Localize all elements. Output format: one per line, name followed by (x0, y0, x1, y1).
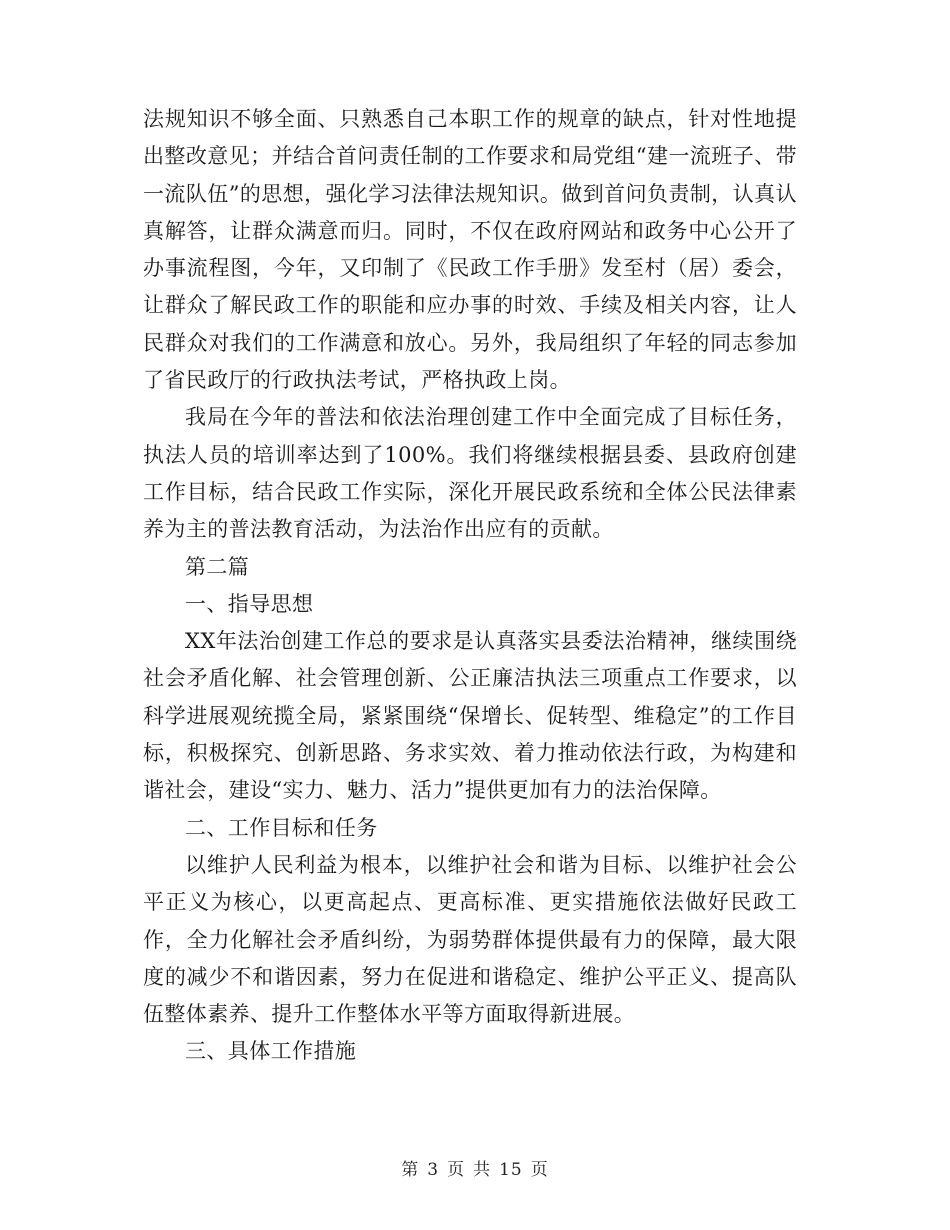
paragraph-3: XX年法治创建工作总的要求是认真落实县委法治精神，继续围绕社会矛盾化解、社会管理创新、公正廉洁执法三项重点工作要求，以科学进展观统揽全局，紧紧围绕“保增长、促转型、维稳定”的工作目标，积极探究、创新思路、务求实效、着力推动依法行政，为构建和谐社会，建设“实力、魅力、活力”提供更加有力的法治保障。 (143, 629, 797, 803)
footer-suffix: 页 (530, 1160, 549, 1180)
page-footer (0, 1155, 950, 1180)
document-body (143, 101, 797, 1071)
paragraph-4: 以维护人民利益为根本，以维护社会和谐为目标、以维护社会公平正义为核心，以更高起点、更高标准、更实措施依法做好民政工作，全力化解社会矛盾纠纷，为弱势群体提供最有力的保障，最大限度的减少不和谐因素，努力在促进和谐稳定、维护公平正义、提高队伍整体素养、提升工作整体水平等方面取得新进展。 (143, 852, 797, 1027)
paragraph-1: 法规知识不够全面、只熟悉自己本职工作的规章的缺点，针对性地提出整改意见；并结合首问责任制的工作要求和局党组“建一流班子、带一流队伍”的思想，强化学习法律法规知识。做到首问负责制，认真认真解答，让群众满意而归。同时，不仅在政府网站和政务中心公开了办事流程图，今年，又印制了《民政工作手册》发至村（居）委会，让群众了解民政工作的职能和应办事的时效、手续及相关内容，让人民群众对我们的工作满意和放心。另外，我局组织了年轻的同志参加了省民政厅的行政执法考试，严格执政上岗。 (143, 107, 797, 393)
section-heading-specific-measures: 三、具体工作措施 (185, 1039, 357, 1064)
section-heading-part-two: 第二篇 (185, 554, 250, 579)
footer-total-word: 共 (473, 1160, 492, 1180)
footer-prefix: 第 (401, 1160, 420, 1180)
paragraph-2: 我局在今年的普法和依法治理创建工作中全面完成了目标任务，执法人员的培训率达到了100%。我们将继续根据县委、县政府创建工作目标，结合民政工作实际，深化开展民政系统和全体公民法律素养为主的普法教育活动，为法治作出应有的贡献。 (143, 405, 797, 542)
section-heading-guiding-ideology: 一、指导思想 (185, 591, 314, 616)
footer-current-page: 3 (427, 1160, 440, 1180)
section-heading-goals-and-tasks: 二、工作目标和任务 (185, 815, 378, 840)
footer-page-word: 页 (447, 1160, 466, 1180)
footer-total-pages: 15 (499, 1160, 523, 1180)
